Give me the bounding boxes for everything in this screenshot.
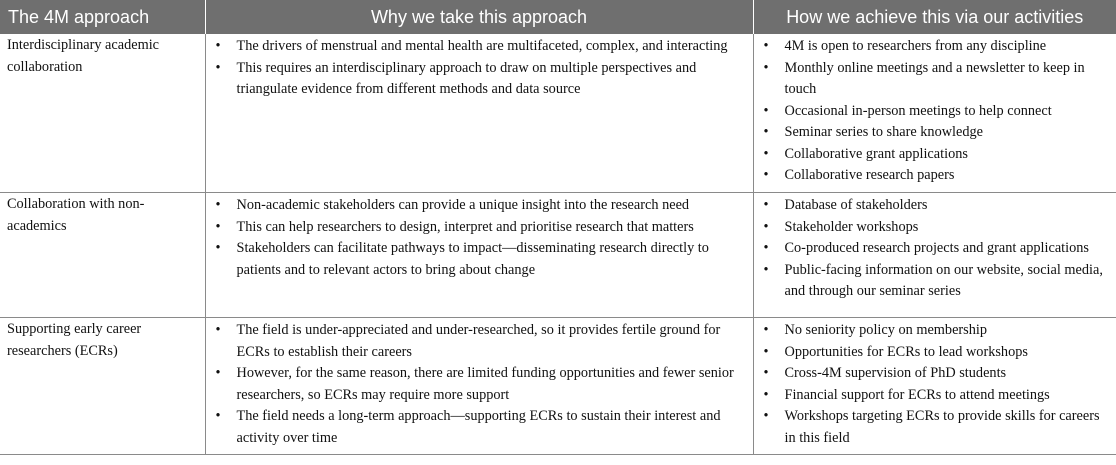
why-cell bbox=[205, 193, 753, 318]
list-item: • Co-produced research projects and grant applications bbox=[761, 238, 1111, 260]
list-item: • Financial support for ECRs to attend meetings bbox=[761, 385, 1111, 407]
list-item: • This can help researchers to design, interpret and prioritise research that matters bbox=[213, 217, 747, 239]
approach-cell: Interdisciplinary academic collaboration bbox=[0, 34, 205, 193]
approach-cell: Supporting early career researchers (ECRs) bbox=[0, 318, 205, 455]
list-item: • Collaborative grant applications bbox=[761, 144, 1111, 166]
list-item: • Non-academic stakeholders can provide a unique insight into the research need bbox=[213, 195, 747, 217]
how-cell bbox=[753, 318, 1116, 455]
list-item: • Stakeholder workshops bbox=[761, 217, 1111, 239]
list-item: • 4M is open to researchers from any discipline bbox=[761, 36, 1111, 58]
how-cell bbox=[753, 34, 1116, 193]
list-item: • Cross-4M supervision of PhD students bbox=[761, 363, 1111, 385]
list-item: • However, for the same reason, there are limited funding opportunities and fewer senior researchers, so ECRs may require more support bbox=[213, 363, 747, 406]
list-item: • Seminar series to share knowledge bbox=[761, 122, 1111, 144]
list-item: • Stakeholders can facilitate pathways to impact—disseminating research directly to patients and to relevant actors to bring about change bbox=[213, 238, 747, 281]
how-list bbox=[761, 36, 1111, 187]
list-item: • Workshops targeting ECRs to provide skills for careers in this field bbox=[761, 406, 1111, 449]
approach-cell: Collaboration with non-academics bbox=[0, 193, 205, 318]
list-item: • Database of stakeholders bbox=[761, 195, 1111, 217]
list-item: • Monthly online meetings and a newsletter to keep in touch bbox=[761, 58, 1111, 101]
how-list bbox=[761, 195, 1111, 303]
list-item: • The field is under-appreciated and under-researched, so it provides fertile ground for ECRs to establish their careers bbox=[213, 320, 747, 363]
why-list bbox=[213, 36, 747, 101]
list-item: • This requires an interdisciplinary approach to draw on multiple perspectives and triangulate evidence from different methods and data source bbox=[213, 58, 747, 101]
how-list bbox=[761, 320, 1111, 449]
table-row bbox=[0, 34, 1116, 193]
header-row bbox=[0, 0, 1116, 34]
header-why: Why we take this approach bbox=[205, 0, 753, 34]
list-item: • Occasional in-person meetings to help connect bbox=[761, 101, 1111, 123]
list-item: • No seniority policy on membership bbox=[761, 320, 1111, 342]
list-item: • Collaborative research papers bbox=[761, 165, 1111, 187]
list-item: • Opportunities for ECRs to lead workshops bbox=[761, 342, 1111, 364]
table-row bbox=[0, 318, 1116, 455]
how-cell bbox=[753, 193, 1116, 318]
list-item: • The field needs a long-term approach—supporting ECRs to sustain their interest and activity over time bbox=[213, 406, 747, 449]
why-list bbox=[213, 195, 747, 281]
table-row bbox=[0, 193, 1116, 318]
why-list bbox=[213, 320, 747, 449]
header-how: How we achieve this via our activities bbox=[753, 0, 1116, 34]
header-approach: The 4M approach bbox=[0, 0, 205, 34]
list-item: • The drivers of menstrual and mental health are multifaceted, complex, and interacting bbox=[213, 36, 747, 58]
why-cell bbox=[205, 318, 753, 455]
list-item: • Public-facing information on our website, social media, and through our seminar series bbox=[761, 260, 1111, 303]
why-cell bbox=[205, 34, 753, 193]
